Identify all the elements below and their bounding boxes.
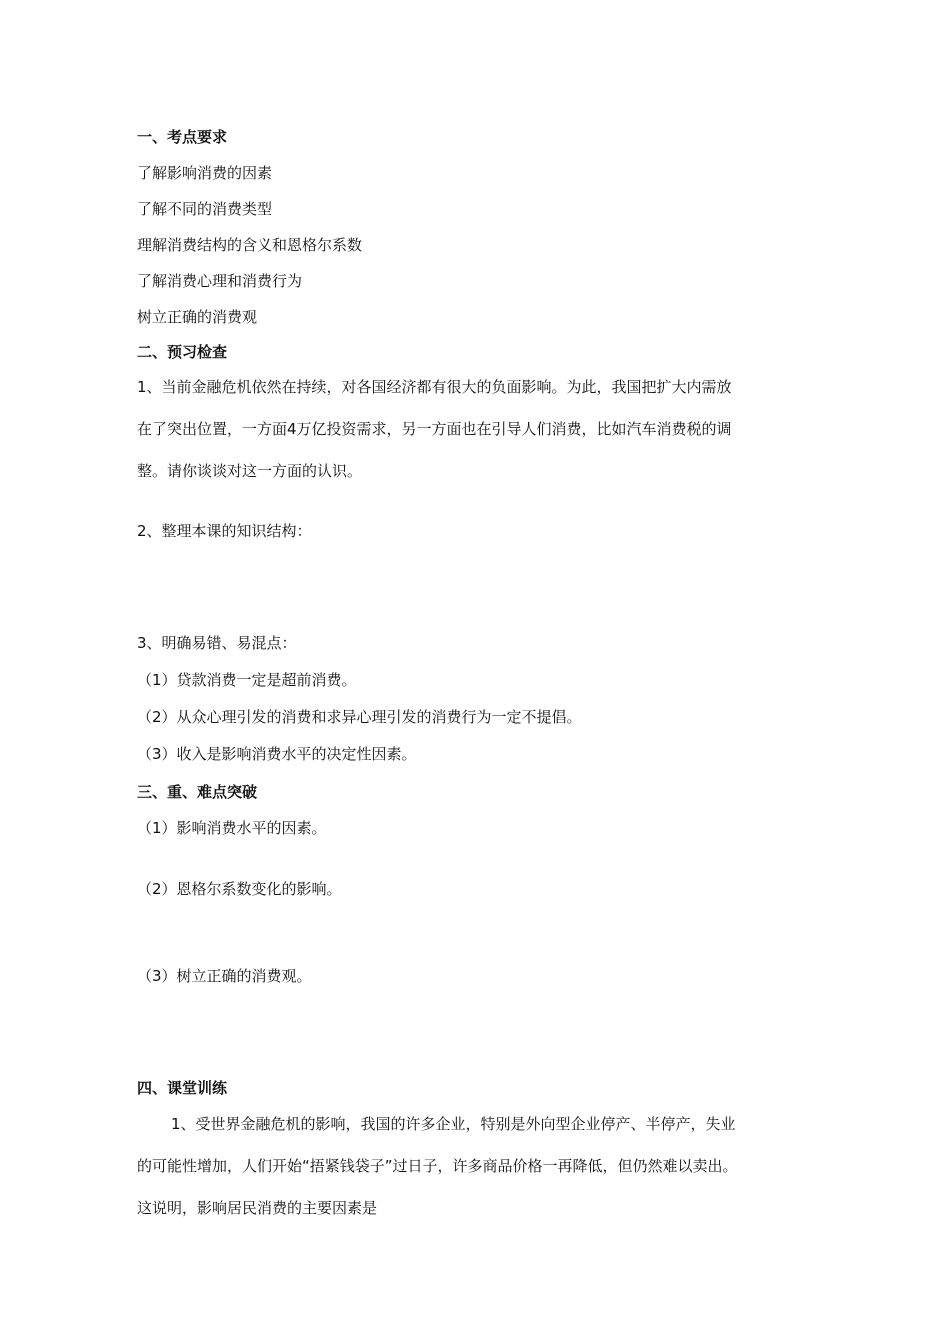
training-question-1-line-1: 1、受世界金融危机的影响，我国的许多企业，特别是外向型企业停产、半停产，失业 xyxy=(171,1115,736,1133)
key-point-item: （2）恩格尔系数变化的影响。 xyxy=(137,880,342,898)
preview-question-2: 2、整理本课的知识结构： xyxy=(137,522,312,540)
requirement-item: 了解消费心理和消费行为 xyxy=(137,272,303,290)
preview-question-1-line-1: 1、当前金融危机依然在持续，对各国经济都有很大的负面影响。为此，我国把扩大内需放 xyxy=(137,378,732,396)
preview-question-1-line-3: 整。请你谈谈对这一方面的认识。 xyxy=(137,462,363,480)
preview-question-3: 3、明确易错、易混点： xyxy=(137,634,297,652)
key-point-item: （1）影响消费水平的因素。 xyxy=(137,819,327,837)
training-question-1-line-3: 这说明，影响居民消费的主要因素是 xyxy=(137,1199,378,1217)
requirement-item: 树立正确的消费观 xyxy=(137,308,258,326)
misconception-item: （2）从众心理引发的消费和求异心理引发的消费行为一定不提倡。 xyxy=(137,708,582,726)
requirement-item: 了解不同的消费类型 xyxy=(137,200,273,218)
section-heading-exam-requirements: 一、考点要求 xyxy=(137,128,228,146)
preview-question-1-line-2: 在了突出位置，一方面4万亿投资需求，另一方面也在引导人们消费，比如汽车消费税的调 xyxy=(137,420,732,438)
training-question-1-line-2: 的可能性增加，人们开始“捂紧钱袋子”过日子，许多商品价格一再降低，但仍然难以卖出。 xyxy=(137,1157,738,1175)
section-heading-preview-check: 二、预习检查 xyxy=(137,343,228,361)
section-heading-key-points: 三、重、难点突破 xyxy=(137,783,258,801)
key-point-item: （3）树立正确的消费观。 xyxy=(137,967,312,985)
misconception-item: （3）收入是影响消费水平的决定性因素。 xyxy=(137,745,417,763)
requirement-item: 了解影响消费的因素 xyxy=(137,164,273,182)
misconception-item: （1）贷款消费一定是超前消费。 xyxy=(137,671,357,689)
section-heading-classroom-training: 四、课堂训练 xyxy=(137,1079,228,1097)
requirement-item: 理解消费结构的含义和恩格尔系数 xyxy=(137,236,363,254)
